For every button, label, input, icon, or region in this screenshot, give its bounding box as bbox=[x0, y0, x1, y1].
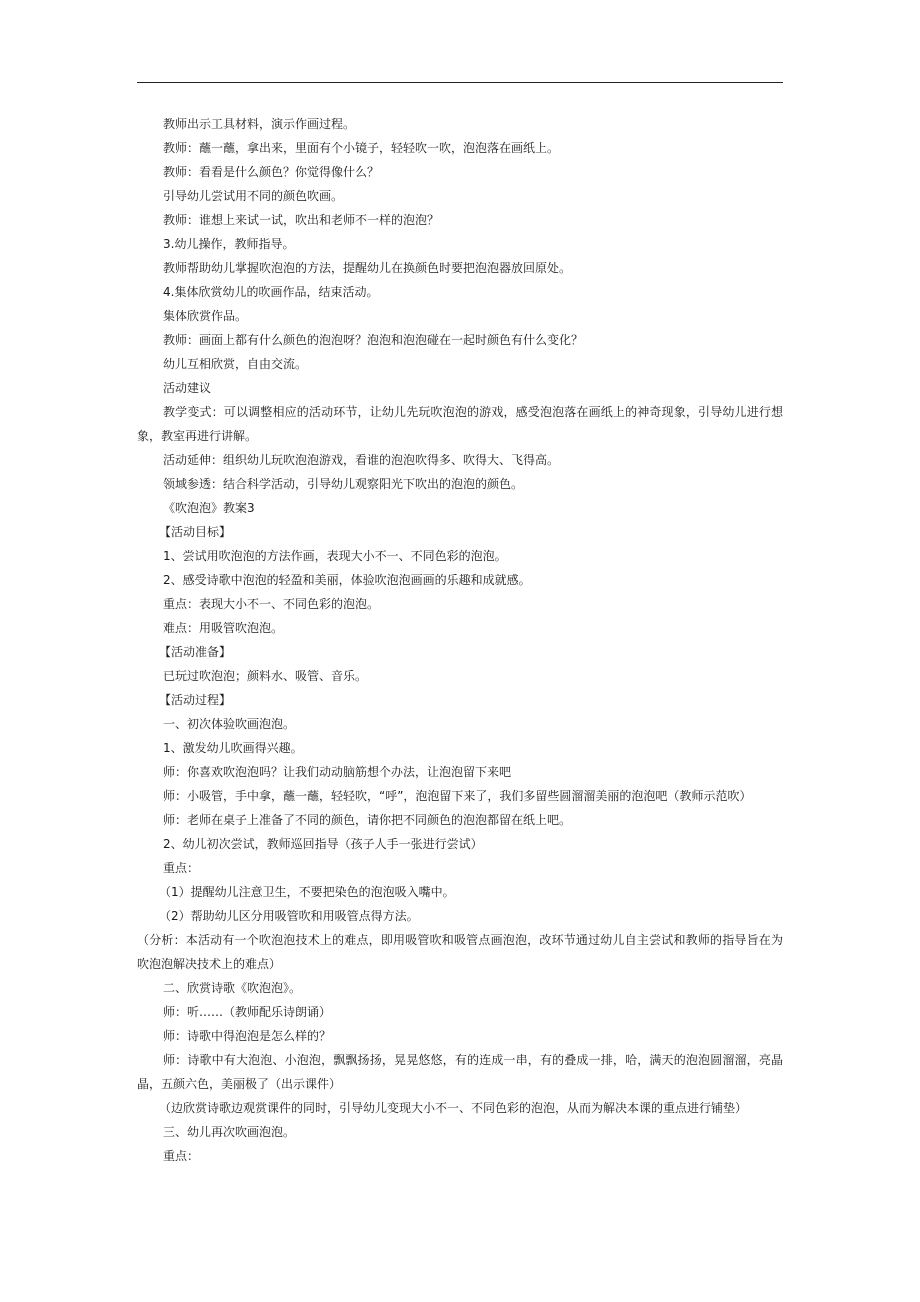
paragraph: 领域参透：结合科学活动，引导幼儿观察阳光下吹出的泡泡的颜色。 bbox=[163, 477, 524, 491]
paragraph: 难点：用吸管吹泡泡。 bbox=[163, 621, 284, 635]
paragraph: 教学变式：可以调整相应的活动环节，让幼儿先玩吹泡泡的游戏，感受泡泡落在画纸上的神奇现象，引导幼儿进行想象，教室再进行讲解。 bbox=[137, 405, 783, 443]
paragraph: 师：诗歌中有大泡泡、小泡泡，飘飘扬扬，晃晃悠悠，有的连成一串，有的叠成一排，哈，满天的泡泡圆溜溜，亮晶晶，五颜六色，美丽极了（出示课件） bbox=[137, 1053, 783, 1091]
paragraph: 师：老师在桌子上准备了不同的颜色，请你把不同颜色的泡泡都留在纸上吧。 bbox=[163, 813, 572, 827]
paragraph: 重点： bbox=[163, 1149, 200, 1163]
section-heading: 【活动过程】 bbox=[159, 693, 232, 707]
list-item: 2、感受诗歌中泡泡的轻盈和美丽，体验吹泡泡画画的乐趣和成就感。 bbox=[163, 573, 531, 587]
paragraph: 重点：表现大小不一、不同色彩的泡泡。 bbox=[163, 597, 380, 611]
section-heading: 3.幼儿操作，教师指导。 bbox=[163, 237, 295, 251]
section-heading: 【活动准备】 bbox=[159, 645, 232, 659]
paragraph: 师：小吸管，手中拿，蘸一蘸，轻轻吹，“呼”，泡泡留下来了，我们多留些圆溜溜美丽的泡泡吧（教师示范吹） bbox=[163, 789, 752, 803]
paragraph: 师：你喜欢吹泡泡吗？让我们动动脑筋想个办法，让泡泡留下来吧 bbox=[163, 765, 512, 779]
paragraph: 教师：看看是什么颜色？你觉得像什么？ bbox=[163, 165, 380, 179]
section-heading: 【活动目标】 bbox=[159, 525, 232, 539]
paragraph: 师：诗歌中得泡泡是怎么样的？ bbox=[163, 1029, 332, 1043]
paragraph: 教师：蘸一蘸，拿出来，里面有个小镜子，轻轻吹一吹，泡泡落在画纸上。 bbox=[163, 141, 560, 155]
paragraph: 教师出示工具材料，演示作画过程。 bbox=[163, 117, 356, 131]
paragraph: 活动延伸：组织幼儿玩吹泡泡游戏，看谁的泡泡吹得多、吹得大、飞得高。 bbox=[163, 453, 560, 467]
list-item: 1、尝试用吹泡泡的方法作画，表现大小不一、不同色彩的泡泡。 bbox=[163, 549, 507, 563]
section-heading: 二、欣赏诗歌《吹泡泡》。 bbox=[163, 981, 302, 995]
list-item: 2、幼儿初次尝试，教师巡回指导（孩子人手一张进行尝试） bbox=[163, 837, 483, 851]
paragraph: 教师帮助幼儿掌握吹泡泡的方法，提醒幼儿在换颜色时要把泡泡器放回原处。 bbox=[163, 261, 572, 275]
paragraph: 引导幼儿尝试用不同的颜色吹画。 bbox=[163, 189, 344, 203]
document-title: 《吹泡泡》教案3 bbox=[163, 501, 255, 515]
paragraph: 幼儿互相欣赏，自由交流。 bbox=[163, 357, 308, 371]
paragraph: （分析：本活动有一个吹泡泡技术上的难点，即用吸管吹和吸管点画泡泡，改环节通过幼儿自主尝试和教师的指导旨在为吹泡泡解决技术上的难点） bbox=[137, 933, 783, 971]
paragraph: 教师：画面上都有什么颜色的泡泡呀？泡泡和泡泡碰在一起时颜色有什么变化？ bbox=[163, 333, 584, 347]
paragraph: 已玩过吹泡泡；颜料水、吸管、音乐。 bbox=[163, 669, 368, 683]
paragraph: （边欣赏诗歌边观赏课件的同时，引导幼儿变现大小不一、不同色彩的泡泡，从而为解决本课的重点进行铺垫） bbox=[159, 1101, 748, 1115]
section-heading: 活动建议 bbox=[163, 381, 212, 395]
section-heading: 4.集体欣赏幼儿的吹画作品，结束活动。 bbox=[163, 285, 379, 299]
paragraph: 集体欣赏作品。 bbox=[163, 309, 248, 323]
section-heading: 一、初次体验吹画泡泡。 bbox=[163, 717, 296, 731]
section-heading: 三、幼儿再次吹画泡泡。 bbox=[163, 1125, 296, 1139]
paragraph: 师：听……（教师配乐诗朗诵） bbox=[163, 1005, 332, 1019]
header-rule bbox=[137, 82, 783, 83]
paragraph: 教师：谁想上来试一试，吹出和老师不一样的泡泡？ bbox=[163, 213, 440, 227]
paragraph: 重点： bbox=[163, 861, 200, 875]
list-item: （2）帮助幼儿区分用吸管吹和用吸管点得方法。 bbox=[159, 909, 419, 923]
list-item: （1）提醒幼儿注意卫生，不要把染色的泡泡吸入嘴中。 bbox=[159, 885, 455, 899]
list-item: 1、激发幼儿吹画得兴趣。 bbox=[163, 741, 303, 755]
document-body bbox=[137, 112, 783, 1168]
